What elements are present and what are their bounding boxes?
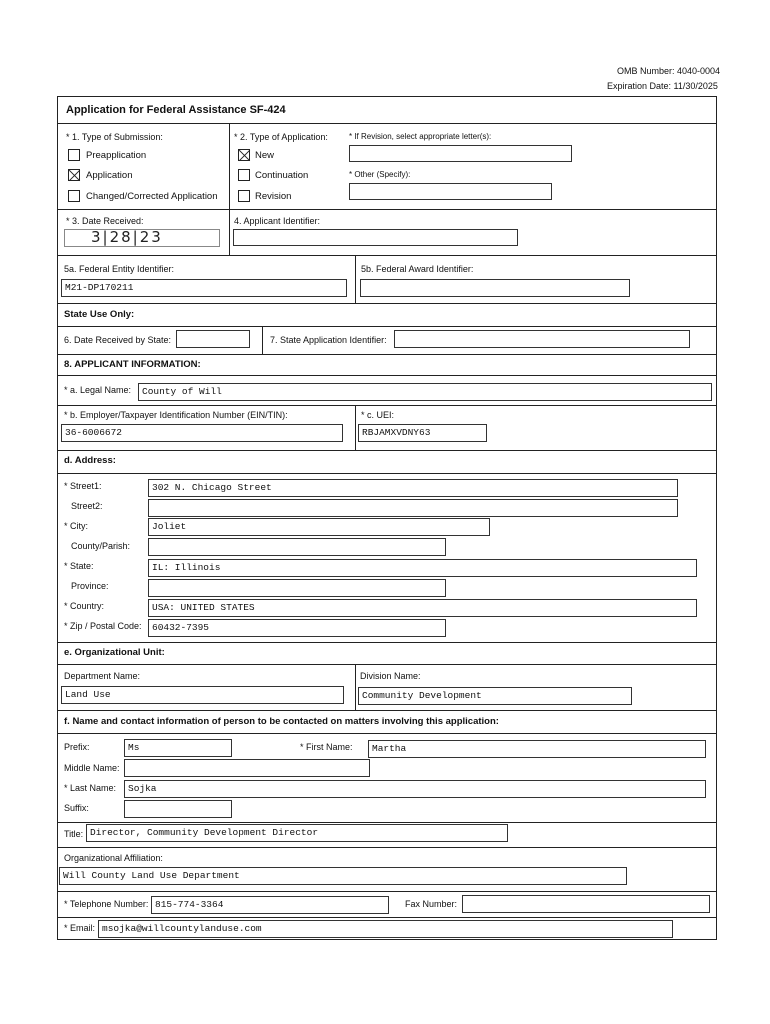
continuation-checkbox[interactable]	[238, 169, 250, 181]
preapplication-checkbox[interactable]	[68, 149, 80, 161]
form-title: Application for Federal Assistance SF-424	[66, 104, 286, 116]
other-specify-label: * Other (Specify):	[349, 170, 411, 179]
ein-input[interactable]: 36-6006672	[61, 424, 343, 442]
uei-label: * c. UEI:	[361, 410, 395, 420]
first-name-input[interactable]: Martha	[368, 740, 706, 758]
uei-input[interactable]: RBJAMXVDNY63	[358, 424, 487, 442]
middle-name-label: Middle Name:	[64, 763, 120, 773]
divider	[57, 642, 717, 643]
divider	[57, 891, 717, 892]
date-received-input[interactable]	[64, 229, 220, 247]
changed-application-label: Changed/Corrected Application	[86, 191, 218, 202]
divider	[57, 710, 717, 711]
divider	[57, 303, 717, 304]
revision-checkbox[interactable]	[238, 190, 250, 202]
first-name-label: * First Name:	[300, 742, 353, 752]
divider	[57, 473, 717, 474]
state-label: * State:	[64, 561, 94, 571]
revision-label: Revision	[255, 191, 292, 202]
zip-label: * Zip / Postal Code:	[64, 621, 142, 631]
state-date-label: 6. Date Received by State:	[64, 335, 172, 345]
suffix-input[interactable]	[124, 800, 232, 818]
changed-application-checkbox[interactable]	[68, 190, 80, 202]
date-received-value: 3|28|23	[91, 228, 163, 246]
other-specify-input[interactable]	[349, 183, 552, 200]
city-input[interactable]: Joliet	[148, 518, 490, 536]
affiliation-label: Organizational Affiliation:	[64, 853, 163, 863]
street1-label: * Street1:	[64, 481, 102, 491]
revision-letter-input[interactable]	[349, 145, 572, 162]
divider	[355, 664, 356, 710]
applicant-identifier-label: 4. Applicant Identifier:	[234, 216, 321, 226]
prefix-label: Prefix:	[64, 742, 90, 752]
division-label: Division Name:	[360, 671, 421, 681]
city-label: * City:	[64, 521, 89, 531]
divider	[57, 375, 717, 376]
department-label: Department Name:	[64, 671, 141, 681]
submission-type-label: * 1. Type of Submission:	[66, 132, 163, 142]
divider	[57, 664, 717, 665]
org-unit-title: e. Organizational Unit:	[64, 647, 165, 658]
divider	[229, 123, 230, 209]
new-checkbox[interactable]	[238, 149, 250, 161]
divider	[57, 354, 717, 355]
applicant-identifier-input[interactable]	[233, 229, 518, 246]
state-app-id-label: 7. State Application Identifier:	[270, 335, 387, 345]
federal-award-label: 5b. Federal Award Identifier:	[361, 264, 474, 274]
divider	[355, 255, 356, 303]
department-input[interactable]: Land Use	[61, 686, 344, 704]
prefix-input[interactable]: Ms	[124, 739, 232, 757]
fax-label: Fax Number:	[405, 899, 458, 909]
county-input[interactable]	[148, 538, 446, 556]
application-label: Application	[86, 170, 133, 181]
email-label: * Email:	[64, 923, 96, 933]
county-label: County/Parish:	[71, 541, 131, 551]
state-app-id-input[interactable]	[394, 330, 690, 348]
divider	[57, 450, 717, 451]
divider	[57, 917, 717, 918]
divider	[57, 326, 717, 327]
application-type-label: * 2. Type of Application:	[234, 132, 328, 142]
telephone-input[interactable]: 815-774-3364	[151, 896, 389, 914]
divider	[57, 822, 717, 823]
affiliation-input[interactable]: Will County Land Use Department	[59, 867, 627, 885]
division-input[interactable]: Community Development	[358, 687, 632, 705]
legal-name-label: * a. Legal Name:	[64, 385, 132, 395]
divider	[57, 255, 717, 256]
continuation-label: Continuation	[255, 170, 309, 181]
federal-entity-label: 5a. Federal Entity Identifier:	[64, 264, 175, 274]
street2-input[interactable]	[148, 499, 678, 517]
country-select[interactable]: USA: UNITED STATES	[148, 599, 697, 617]
province-input[interactable]	[148, 579, 446, 597]
street1-input[interactable]: 302 N. Chicago Street	[148, 479, 678, 497]
zip-input[interactable]: 60432-7395	[148, 619, 446, 637]
state-date-input[interactable]	[176, 330, 250, 348]
divider	[57, 123, 717, 124]
last-name-label: * Last Name:	[64, 783, 117, 793]
province-label: Province:	[71, 581, 109, 591]
federal-entity-input[interactable]: M21-DP170211	[61, 279, 347, 297]
title-input[interactable]: Director, Community Development Director	[86, 824, 508, 842]
country-label: * Country:	[64, 601, 105, 611]
divider	[57, 405, 717, 406]
middle-name-input[interactable]	[124, 759, 370, 777]
divider	[355, 405, 356, 450]
state-use-title: State Use Only:	[64, 309, 135, 320]
title-label: Title:	[64, 829, 84, 839]
ein-label: * b. Employer/Taxpayer Identification Number (EIN/TIN):	[64, 410, 288, 420]
expiration-date: Expiration Date: 11/30/2025	[607, 81, 718, 91]
fax-input[interactable]	[462, 895, 710, 913]
revision-letter-label: * If Revision, select appropriate letter(s):	[349, 132, 492, 141]
divider	[57, 209, 717, 210]
street2-label: Street2:	[71, 501, 103, 511]
suffix-label: Suffix:	[64, 803, 89, 813]
last-name-input[interactable]: Sojka	[124, 780, 706, 798]
new-label: New	[255, 150, 275, 161]
telephone-label: * Telephone Number:	[64, 899, 149, 909]
divider	[229, 209, 230, 255]
divider	[262, 326, 263, 354]
date-received-label: * 3. Date Received:	[66, 216, 144, 226]
federal-award-input[interactable]	[360, 279, 630, 297]
email-input[interactable]: msojka@willcountylanduse.com	[98, 920, 673, 938]
address-title: d. Address:	[64, 455, 116, 466]
divider	[57, 847, 717, 848]
legal-name-input[interactable]: County of Will	[138, 383, 712, 401]
application-checkbox[interactable]	[68, 169, 80, 181]
omb-number: OMB Number: 4040-0004	[617, 66, 721, 76]
applicant-info-title: 8. APPLICANT INFORMATION:	[64, 359, 201, 370]
preapplication-label: Preapplication	[86, 150, 147, 161]
divider	[57, 733, 717, 734]
state-select[interactable]: IL: Illinois	[148, 559, 697, 577]
contact-title: f. Name and contact information of person to be contacted on matters involving this application:	[64, 716, 499, 727]
